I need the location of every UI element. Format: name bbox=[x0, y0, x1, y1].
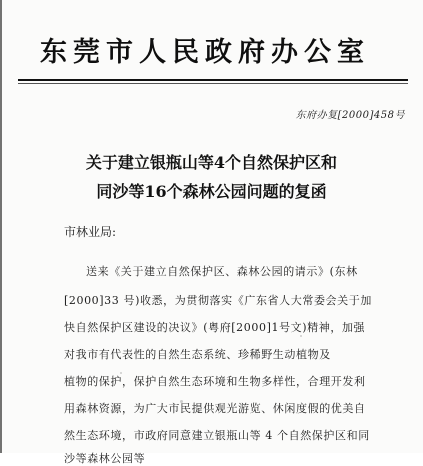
document-number: 东府办复[2000]458号 bbox=[295, 110, 405, 121]
document-title-line-2: 同沙等16个森林公园问题的复函 bbox=[96, 182, 327, 201]
body-line: 送来《关于建立自然保护区、森林公园的请示》(东林 bbox=[86, 265, 358, 278]
issuing-office-header: 东莞市人民政府办公室 bbox=[40, 37, 370, 68]
body-line: [2000]33 号)收悉，为贯彻落实《广东省人大常委会关于加 bbox=[64, 294, 372, 307]
header-divider bbox=[18, 79, 408, 81]
salutation: 市林业局: bbox=[64, 225, 117, 239]
scan-edge bbox=[0, 0, 2, 453]
body-line: 对我市有代表性的自然生态系统、珍稀野生动植物及 bbox=[64, 348, 331, 361]
body-line: 用森林资源，为广大市民提供观光游览、休闲度假的优美自 bbox=[64, 402, 366, 415]
scan-speck bbox=[300, 335, 302, 337]
scan-speck bbox=[120, 372, 122, 374]
header-divider-secondary bbox=[18, 83, 408, 84]
body-line: 植物的保护，保护自然生态环境和生物多样性，合理开发利 bbox=[64, 375, 366, 388]
document-title-line-1: 关于建立银瓶山等4个自然保护区和 bbox=[85, 153, 338, 172]
body-line-partial: 沙等森林公园等 bbox=[64, 452, 146, 465]
body-line: 然生态环境，市政府同意建立银瓶山等 4 个自然保护区和同 bbox=[64, 429, 370, 442]
body-line: 快自然保护区建设的决议》(粤府[2000]1号文)精神，加强 bbox=[64, 321, 366, 334]
scan-speck bbox=[180, 400, 183, 403]
